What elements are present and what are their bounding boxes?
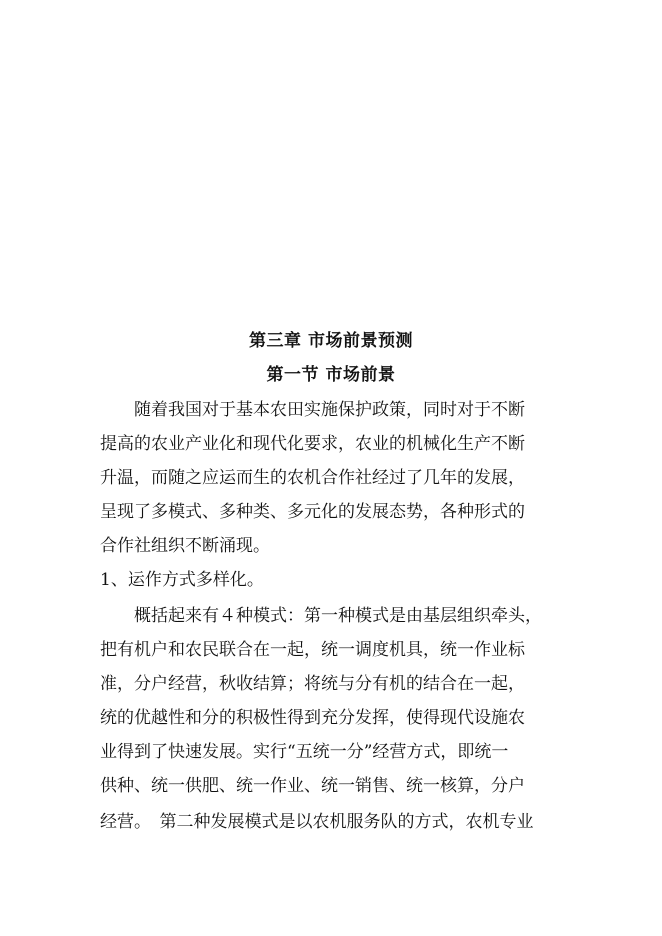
body-line: 准，分户经营，秋收结算；将统与分有机的结合在一起，	[100, 674, 525, 694]
body-line: 把有机户和农民联合在一起，统一调度机具，统一作业标	[100, 640, 525, 660]
chapter-title: 第三章 市场前景预测	[249, 331, 413, 351]
body-line: 呈现了多模式、多种类、多元化的发展态势，各种形式的	[100, 502, 525, 522]
body-line: 升温，而随之应运而生的农机合作社经过了几年的发展，	[100, 468, 525, 488]
body-line: 经营。 第二种发展模式是以农机服务队的方式，农机专业	[100, 812, 534, 832]
body-line: 供种、统一供肥、统一作业、统一销售、统一核算，分户	[100, 776, 525, 796]
body-line: 统的优越性和分的积极性得到充分发挥，使得现代设施农	[100, 708, 525, 728]
section-title: 第一节 市场前景	[266, 365, 396, 385]
body-line: 提高的农业产业化和现代化要求，农业的机械化生产不断	[100, 434, 525, 454]
body-line: 业得到了快速发展。实行“五统一分”经营方式，即统一	[100, 742, 509, 762]
body-line: 随着我国对于基本农田实施保护政策，同时对于不断	[100, 400, 525, 420]
body-line: 合作社组织不断涌现。	[100, 536, 270, 556]
body-line: 概括起来有４种模式：第一种模式是由基层组织牵头，	[100, 606, 542, 626]
list-heading: 1、运作方式多样化。	[100, 570, 264, 590]
